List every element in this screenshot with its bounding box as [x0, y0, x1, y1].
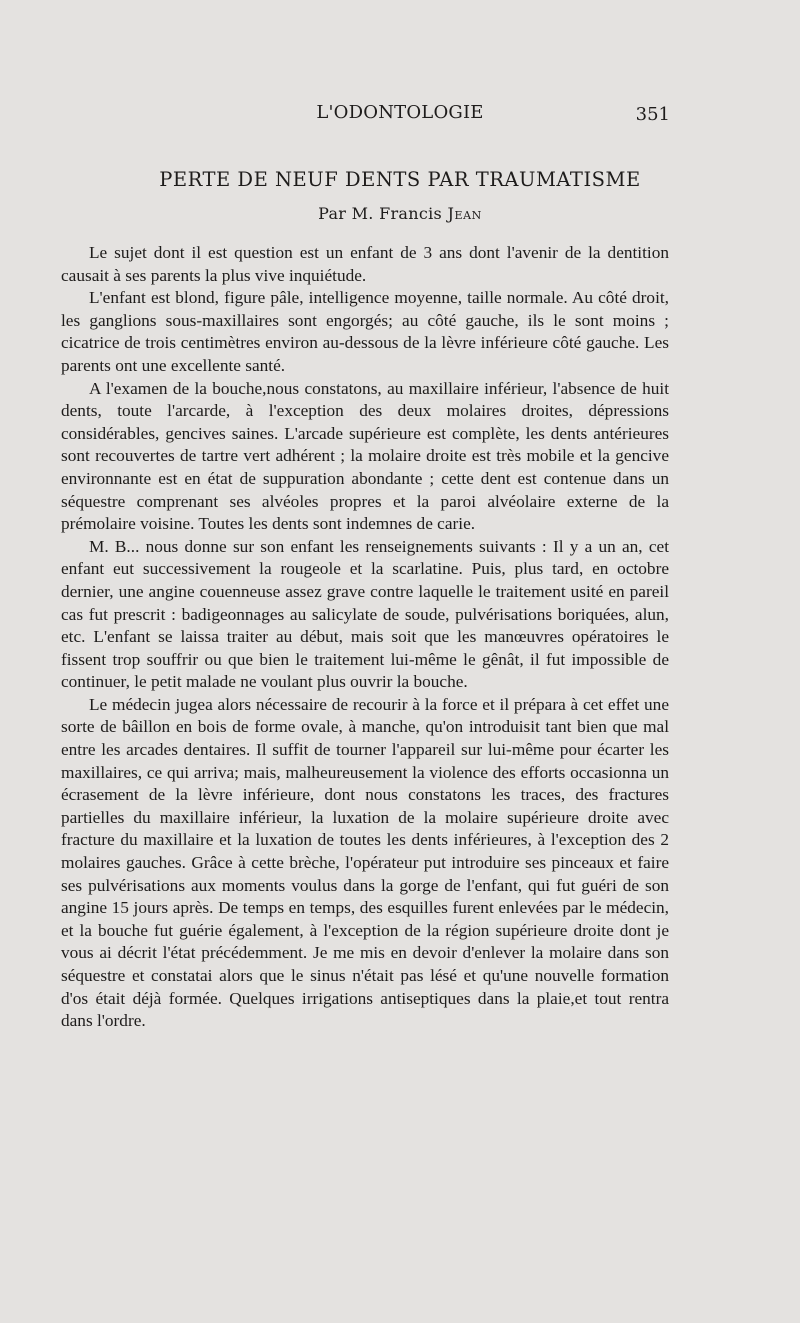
byline	[0, 204, 800, 223]
paragraph: Le médecin jugea alors nécessaire de recourir à la force et il prépara à cet effet une sorte de bâillon en bois de forme ovale, à manche, qu'on introduisit tant bien que mal entre les arcades dentaires. Il suffit de tourner l'appareil sur lui-même pour écarter les maxillaires, ce qui arriva; mais, malheureusement la violence des efforts occasionna un écrasement de la lèvre inférieure, dont nous constatons les traces, des fractures partielles du maxillaire inférieur, la luxation de la molaire supérieure droite avec fracture du maxillaire et la luxation de toutes les dents inférieures, à l'exception des 2 molaires gauches. Grâce à cette brèche, l'opérateur put introduire ses pinceaux et faire ses pulvérisations aux moments voulus dans la gorge de l'enfant, qui fut guéri de son angine 15 jours après. De temps en temps, des esquilles furent enlevées par le médecin, et la bouche fut guérie également, à l'exception de la région supérieure droite dont je vous ai décrit l'état précédemment. Je me mis en devoir d'enlever la molaire dans son séquestre et constatai alors que le sinus n'était pas lésé et qu'une nouvelle formation d'os était déjà formée. Quelques irrigations antiseptiques dans la plaie,et tout rentra dans l'ordre.	[61, 694, 669, 1031]
running-title: L'ODONTOLOGIE	[316, 102, 484, 123]
paragraph: M. B... nous donne sur son enfant les renseignements suivants : Il y a un an, cet enfant eut successivement la rougeole et la scarlatine. Puis, plus tard, en octobre dernier, une angine couenneuse assez grave contre laquelle le traitement usité en pareil cas fut prescrit : badigeonnages au salicylate de soude, pulvérisations boriquées, alun, etc. L'enfant se laissa traiter au début, mais soit que les manœuvres opératoires le fissent trop souffrir ou que bien le traitement lui-même le gênât, il fut impossible de continuer, le petit malade ne voulant plus ouvrir la bouche.	[61, 536, 669, 692]
article-title: PERTE DE NEUF DENTS PAR TRAUMATISME	[159, 168, 641, 191]
paragraph: Le sujet dont il est question est un enfant de 3 ans dont l'avenir de la dentition causait à ses parents la plus vive inquiétude.	[61, 243, 669, 285]
paragraph: A l'examen de la bouche,nous constatons, au maxillaire inférieur, l'absence de huit dents, toute l'arcarde, à l'exception des deux molaires droites, dépressions considérables, gencives saines. L'arcade supérieure est complète, les dents antérieures sont recouvertes de tartre vert adhérent ; la molaire droite est très mobile et la gencive environnante est en état de suppuration abondante ; cette dent est contenue dans un séquestre comprenant ses alvéoles propres et la paroi alvéolaire externe de la prémolaire voisine. Toutes les dents sont indemnes de carie.	[61, 378, 669, 534]
paragraph: L'enfant est blond, figure pâle, intelligence moyenne, taille normale. Au côté droit, les ganglions sous-maxillaires sont engorgés; au côté gauche, ils le sont moins ; cicatrice de trois centimètres environ au-dessous de la lèvre inférieure côté gauche. Les parents ont une excellente santé.	[61, 288, 669, 375]
article-body	[61, 242, 669, 1033]
author-surname: Jean	[447, 204, 482, 223]
running-header	[0, 100, 800, 130]
byline-prefix: Par M. Francis	[318, 204, 443, 223]
page-number: 351	[635, 104, 670, 125]
